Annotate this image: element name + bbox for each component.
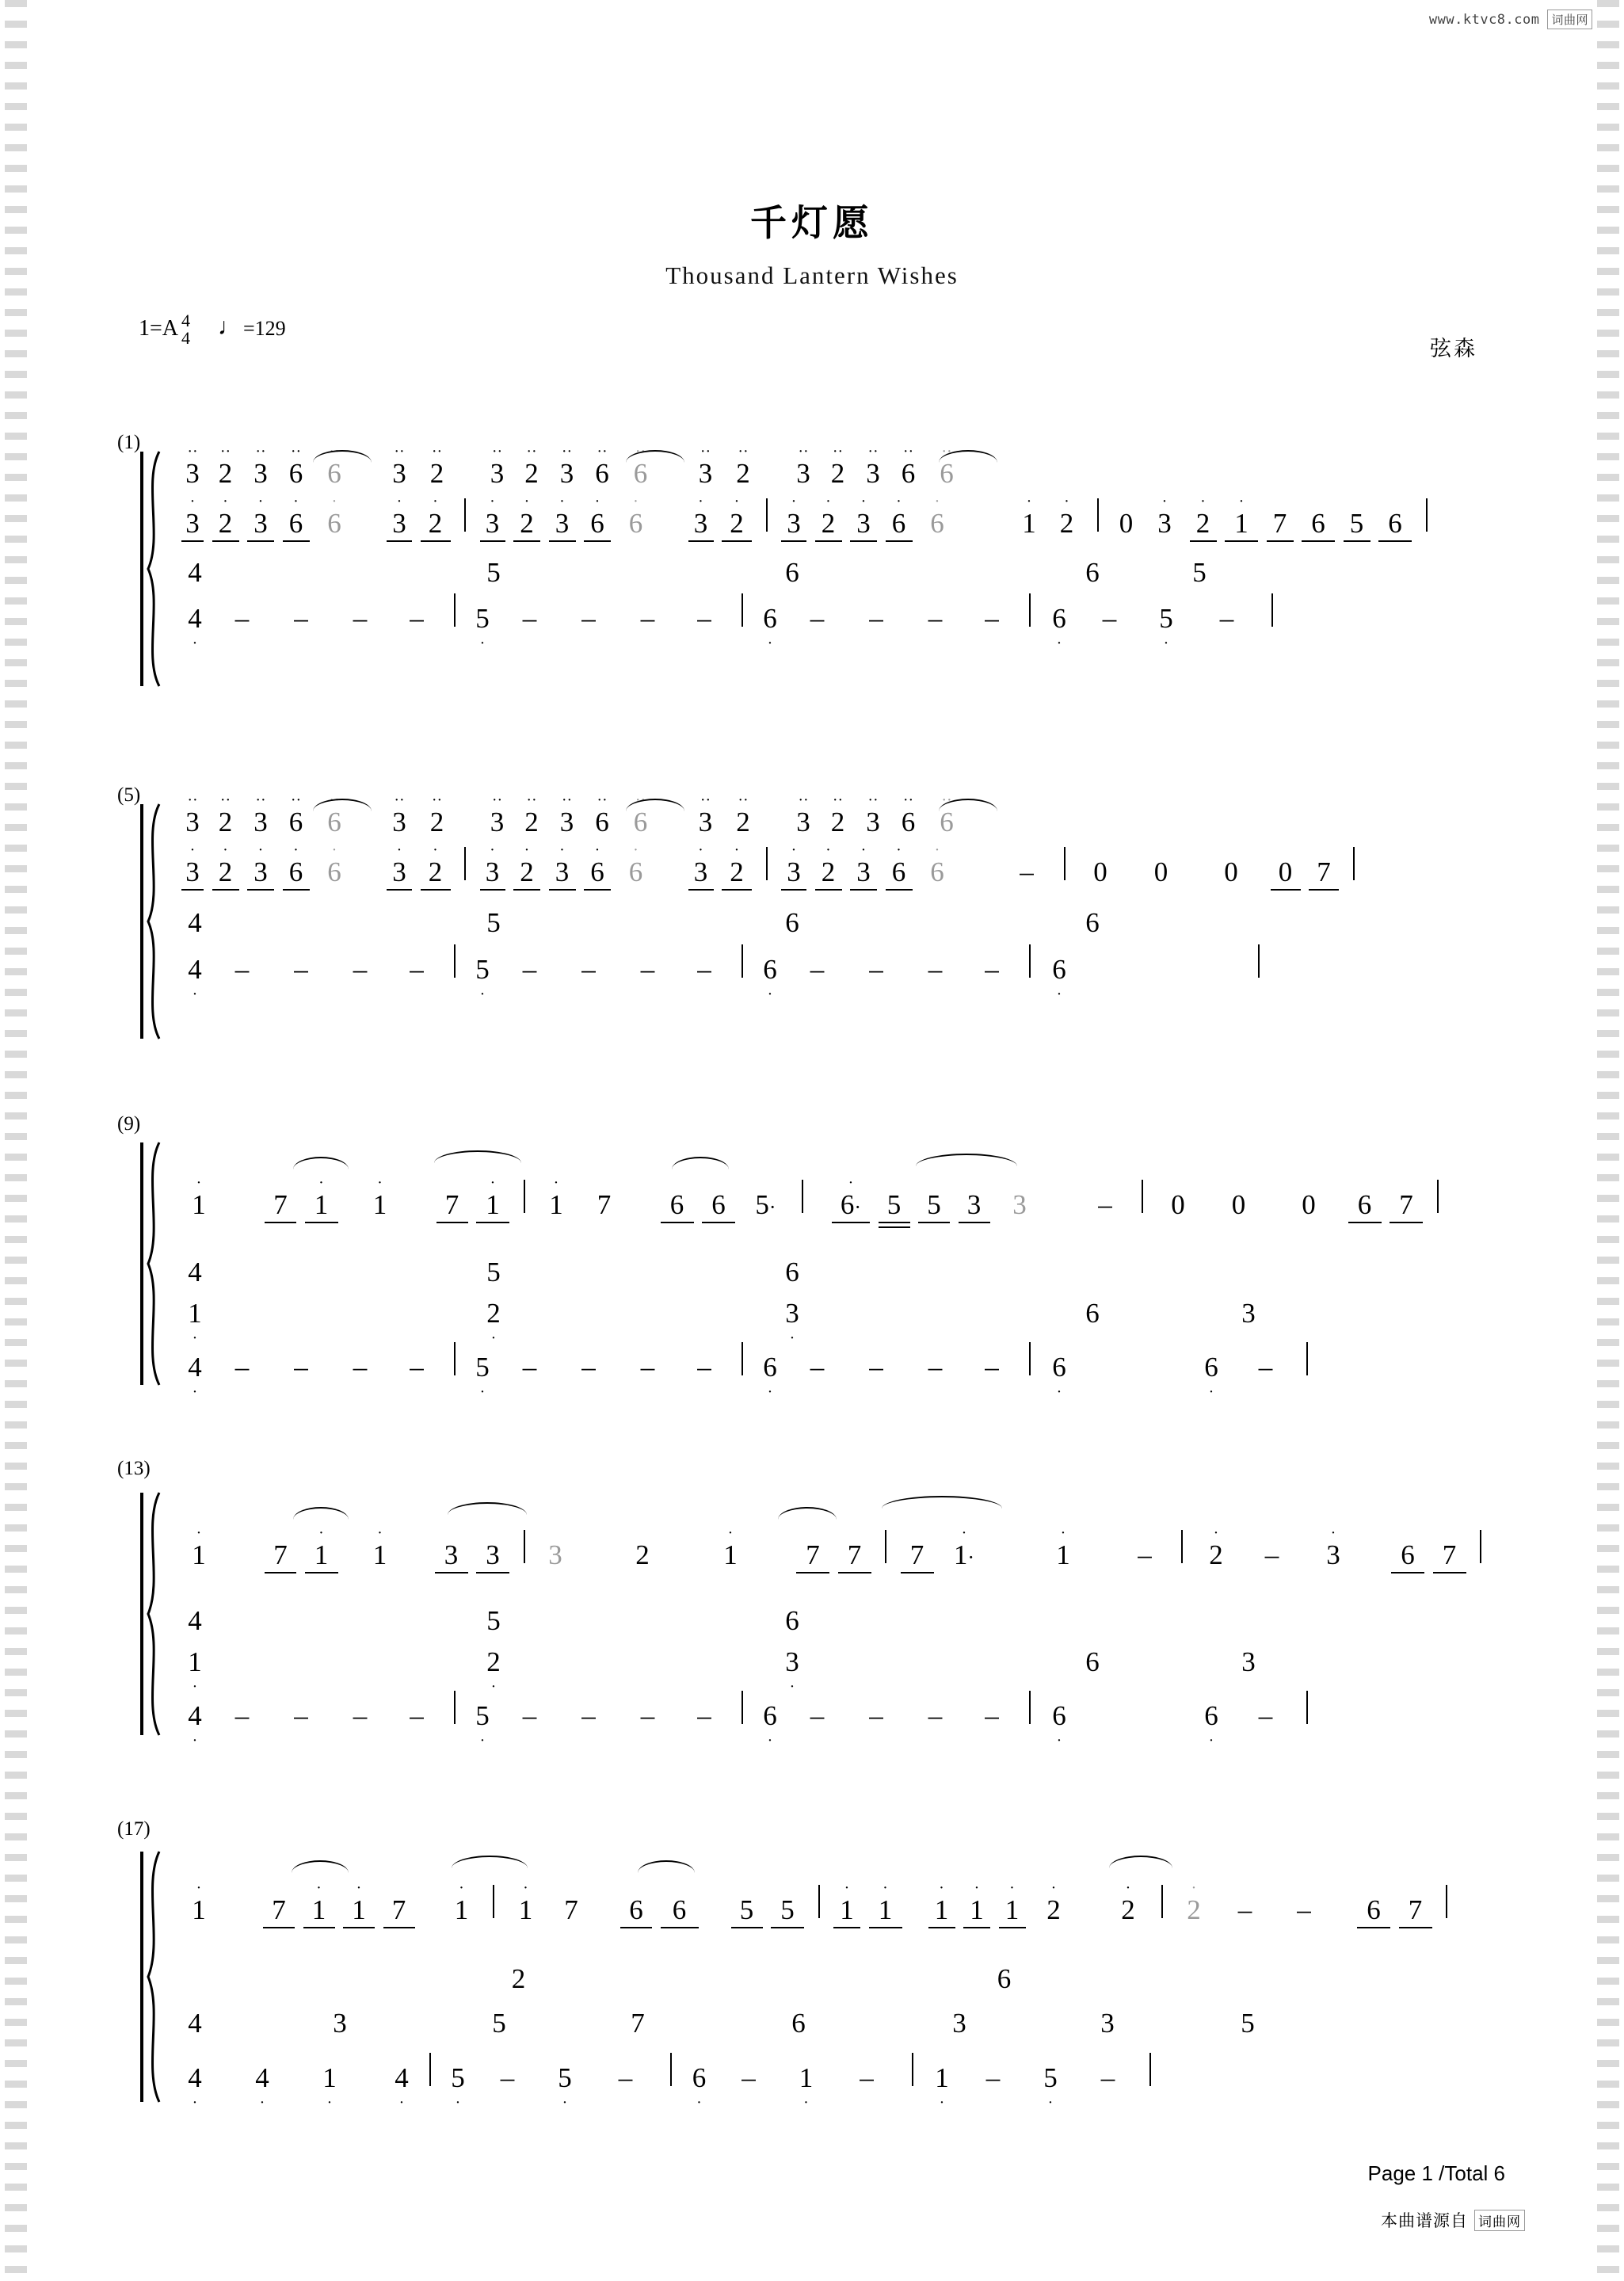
barline [1437,1180,1439,1213]
bass-row-1-upper: 4 5 6 6 5 [188,557,1207,588]
barline [885,1530,886,1563]
system-brace-1 [139,450,166,688]
barline [464,498,466,532]
tempo-marking [218,315,286,342]
slur-mark [448,1502,527,1515]
barline [1029,1691,1031,1724]
slur-mark [638,1860,695,1873]
barline [766,498,768,532]
time-signature-denominator: 4 [181,328,191,348]
source-site-tag: 词曲网 [1474,2210,1525,2231]
bass-row-5-mid: 4 3 5 7 6 3 3 5 [188,2008,1255,2039]
melody-row-2-upper: 3 ·· 2 ·· 3 ·· 6 ·· 6 ·· 3 ·· 2 ·· 3 ·· 2 ·· 3 ·· 6 ·· 6 ·· 3 ·· 2 ·· 3 ·· 2 ·· 3 ·· 6 ·· 6 ·· [185,791,954,837]
time-signature-numerator: 4 [181,311,191,330]
slur-mark [1109,1856,1172,1868]
barline [802,1180,803,1213]
barline [1029,1342,1031,1375]
barline [1064,847,1066,880]
bass-row-4-mid: 1 · 2 · 3 · 6 3 [188,1646,1256,1695]
bass-row-2-upper: 4 5 6 6 [188,907,1100,938]
bass-row-4-top: 4 5 6 [188,1605,799,1636]
slur-mark [916,1154,1017,1166]
barline [454,944,456,978]
system-number-5: (17) [117,1818,151,1840]
barline [1029,944,1031,978]
barline [741,593,743,627]
slur-mark [434,1150,521,1163]
melody-row-1-upper: 3 ·· 2 ·· 3 ·· 6 ·· 6 ·· 3 ·· 2 ·· 3 ·· 2 ·· 3 ·· 6 ·· 6 ·· 3 ·· 2 ·· 3 ·· 2 ·· 3 ·· 6 ·· 6 ·· [185,443,954,489]
watermark-top [1429,10,1592,29]
system-number-3: (9) [117,1113,141,1135]
slur-mark [882,1496,1002,1509]
melody-row-4: 1 · 7 1 · 1 · 3 3 3 2 1 · 7 7 7 1 · · 1 · – 2 · – 3 · 6 7 [181,1531,1488,1571]
source-footer [1381,2208,1525,2232]
barline [493,1885,494,1918]
barline [1258,944,1260,978]
watermark-url: www.ktvc8.com [1428,11,1540,28]
composer-credit: 弦森 [1430,337,1477,360]
page-title: 千灯愿 [750,203,874,243]
bass-row-3-bottom: 4 · – – – – 5 · – – – – 6 · – – – – 6 · 6 · – [181,1343,1314,1383]
system-brace-4 [139,1491,166,1737]
bass-row-4-bottom: 4 · – – – – 5 · – – – – 6 · – – – – 6 · 6 · – [181,1692,1314,1732]
key-signature [139,311,191,346]
barline [912,2053,913,2086]
barline [1446,1885,1447,1918]
barline [429,2053,431,2086]
barline [454,593,456,627]
system-brace-2 [139,803,166,1040]
barline [670,2053,672,2086]
barline [1029,593,1031,627]
barline [741,1691,743,1724]
score-metadata [139,311,286,346]
barline [741,1342,743,1375]
bass-row-5-top: 2 6 [511,1963,1012,1994]
barline [524,1180,525,1213]
bass-row-3-mid: 1 · 2 · 3 · 6 3 [188,1298,1256,1347]
barline [1426,498,1428,532]
barline [741,944,743,978]
bass-row-5-bottom: 4 · 4 · 1 · 4 · 5 · – 5 · – 6 · – 1 · – 1 · – 5 · – [181,2054,1157,2094]
slur-mark [452,1856,528,1868]
barline [1480,1530,1481,1563]
time-signature [181,312,191,347]
slur-mark [293,1157,349,1169]
barline [818,1885,820,1918]
system-number-4: (13) [117,1458,151,1479]
page-number-footer: Page 1 /Total 6 [1367,2161,1505,2185]
slur-mark [672,1157,729,1169]
barline [1161,1885,1163,1918]
barline [1271,593,1273,627]
melody-row-2-main: 3 · 2 · 3 · 6 · 6 · 3 · 2 · 3 · 2 · 3 · 6 · 6 · 3 · 2 · 3 · 2 · 3 · 6 · 6 · – 0 0 0 0 7 [181,848,1361,888]
quarter-note-icon: ♩ [218,314,242,340]
barline [1181,1530,1183,1563]
music-system-3 [0,1101,1624,1401]
source-label: 本曲谱源自 [1381,2211,1468,2230]
bass-row-1: 4 · – – – – 5 · – – – – 6 · – – – – 6 · – 5 · – [181,594,1279,635]
melody-row-5: 1 · 7 1 · 1 · 7 1 · 1 · 7 6 6 5 5 1 · 1 · 1 · 1 · 1 · 2 · 2 · 2 · – – 6 7 [181,1886,1454,1926]
system-brace-3 [139,1141,166,1387]
barline [1353,847,1355,880]
system-brace-5 [139,1850,166,2104]
music-system-4 [0,1450,1624,1749]
bass-row-3-top: 4 5 6 [188,1257,799,1287]
barline [1142,1180,1143,1213]
slur-mark [293,1507,349,1520]
barline [454,1691,456,1724]
barline [454,1342,456,1375]
bass-row-2: 4 · – – – – 5 · – – – – 6 · – – – – 6 · [181,945,1266,986]
system-number-2: (5) [117,784,141,806]
slur-mark [778,1507,837,1520]
melody-row-1-main: 3 · 2 · 3 · 6 · 6 · 3 · 2 · 3 · 2 · 3 · 6 · 6 · 3 · 2 · 3 · 2 · 3 · 6 · 6 · 1 · 2 · 0 3 · 2 · 1 · 7 6 5 6 [181,499,1434,540]
melody-row-3: 1 · 7 1 · 1 · 7 1 · 1 · 7 6 6 5· 6 · · 5 5 3 3 – 0 0 0 6 7 [181,1181,1445,1221]
barline [524,1530,525,1563]
tempo-value: =129 [243,317,286,340]
system-number-1: (1) [117,432,141,453]
barline [1149,2053,1151,2086]
music-system-5 [0,1814,1624,2111]
barline [1097,498,1099,532]
music-system-2 [0,765,1624,1026]
barline [766,847,768,880]
barline [464,847,466,880]
barline [1306,1342,1308,1375]
slur-mark [292,1860,349,1873]
barline [1306,1691,1308,1724]
music-system-1 [0,412,1624,673]
key-signature-text: 1=A [139,316,179,341]
watermark-tag: 词曲网 [1547,10,1592,29]
page-subtitle: Thousand Lantern Wishes [665,261,959,289]
